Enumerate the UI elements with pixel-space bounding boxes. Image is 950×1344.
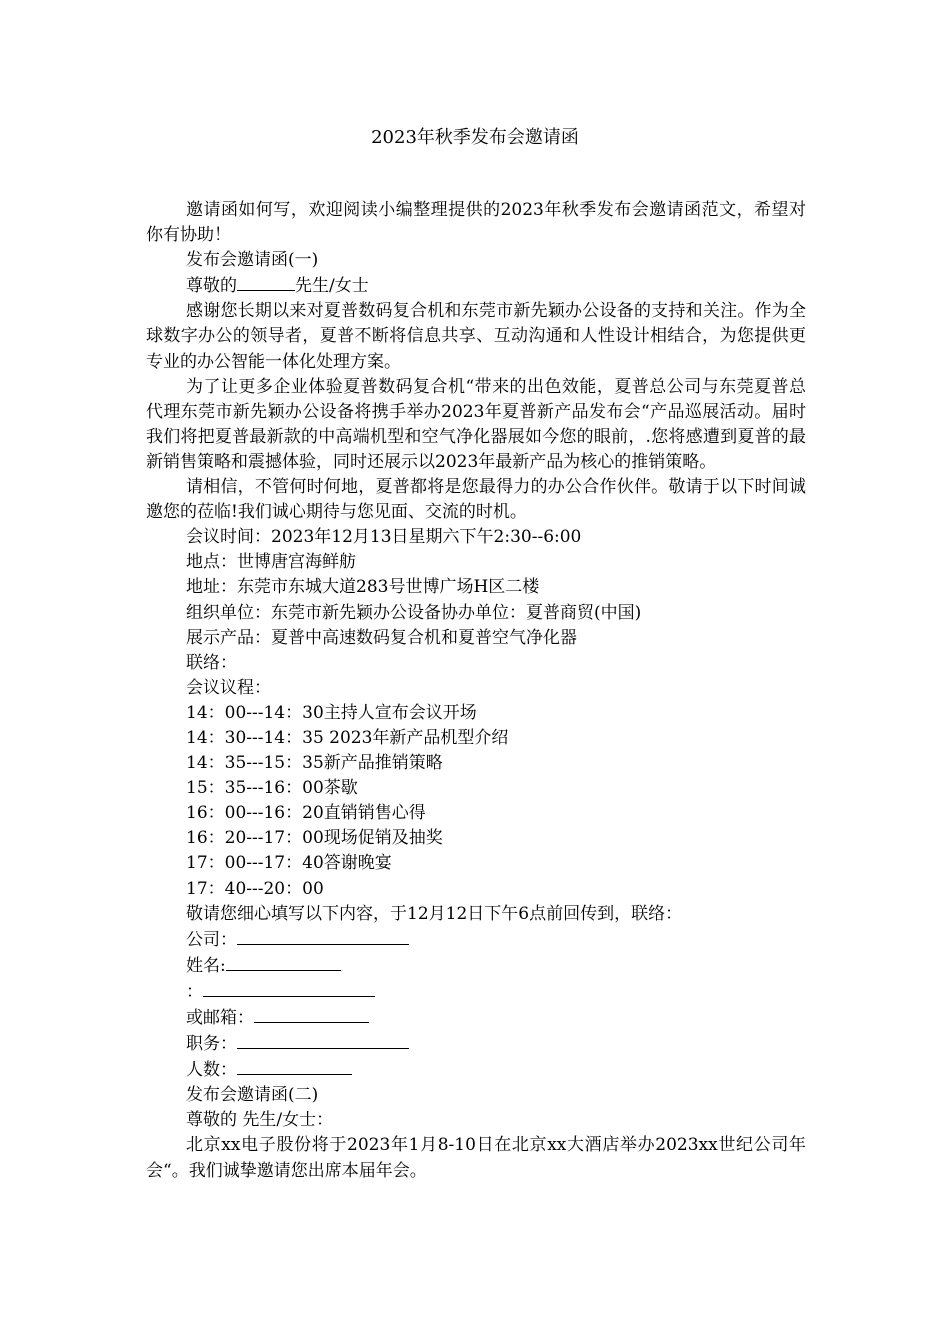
document-body — [146, 198, 806, 1184]
form-position — [146, 1031, 806, 1057]
company-blank — [237, 927, 409, 945]
agenda-item: 14：30---14：35 2023年新产品机型介绍 — [186, 727, 509, 748]
agenda-item: 14：00---14：30主持人宣布会议开场 — [186, 702, 477, 723]
colon-blank — [203, 979, 375, 997]
detail-products: 展示产品：夏普中高速数码复合机和夏普空气净化器 — [186, 627, 577, 648]
colon-label: ： — [186, 981, 203, 1002]
salutation-blank — [237, 273, 295, 291]
count-blank — [237, 1057, 352, 1075]
letter2-heading: 发布会邀请函(二) — [186, 1085, 319, 1106]
form-company — [146, 927, 806, 953]
letter1-salutation — [146, 273, 806, 299]
detail-contact: 联络： — [186, 652, 237, 673]
agenda-item: 17：00---17：40答谢晚宴 — [186, 853, 392, 874]
form-name — [146, 953, 806, 979]
letter2-paragraph-1: 北京xx电子股份将于2023年1月8-10日在北京xx大酒店举办2023xx世纪公司年会“。我们诚挚邀请您出席本届年会。 — [146, 1135, 806, 1181]
salutation-suffix: 先生/女士 — [295, 276, 369, 297]
detail-organizer: 组织单位：东莞市新先颖办公设备协办单位：夏普商贸(中国) — [186, 602, 642, 623]
detail-location: 地点：世博唐宫海鲜舫 — [186, 552, 356, 573]
company-label: 公司： — [186, 929, 237, 950]
agenda-item: 16：00---16：20直销销售心得 — [186, 803, 426, 824]
detail-address: 地址：东莞市东城大道283号世博广场H区二楼 — [186, 577, 540, 598]
agenda-item: 14：35---15：35新产品推销策略 — [186, 753, 443, 774]
agenda-item: 15：35---16：00茶歇 — [186, 778, 358, 799]
position-label: 职务： — [186, 1034, 237, 1055]
count-label: 人数： — [186, 1060, 237, 1081]
email-blank — [254, 1005, 369, 1023]
form-colon — [146, 979, 806, 1005]
letter1-paragraph-3: 请相信，不管何时何地，夏普都将是您最得力的办公合作伙伴。敬请于以下时间诚邀您的莅临!我们诚心期待与您见面、交流的时机。 — [146, 477, 806, 523]
form-email — [146, 1005, 806, 1031]
document-title: 2023年秋季发布会邀请函 — [371, 127, 579, 148]
name-blank — [226, 953, 341, 971]
letter1-heading: 发布会邀请函(一) — [186, 250, 319, 271]
intro-paragraph: 邀请函如何写，欢迎阅读小编整理提供的2023年秋季发布会邀请函范文，希望对你有协助！ — [146, 200, 806, 246]
name-label: 姓名: — [186, 955, 226, 976]
agenda-item: 17：40---20：00 — [186, 878, 324, 899]
form-count — [146, 1057, 806, 1083]
letter1-paragraph-2: 为了让更多企业体验夏普数码复合机“带来的出色效能，夏普总公司与东莞夏普总代理东莞市新先颖办公设备将携手举办2023年夏普新产品发布会“产品巡展活动。届时我们将把夏普最新款的中高端机型和空气净化器展如今您的眼前，.您将感遭到夏普的最新销售策略和震撼体验，同时还展示以2023年最新产品为核心的推销策略。 — [146, 376, 806, 472]
agenda-item: 16：20---17：00现场促销及抽奖 — [186, 828, 443, 849]
detail-meeting-time: 会议时间：2023年12月13日星期六下午2:30--6:00 — [186, 527, 582, 548]
letter2-salutation: 尊敬的 先生/女士： — [186, 1110, 334, 1131]
detail-agenda-label: 会议议程： — [186, 677, 271, 698]
email-label: 或邮箱： — [186, 1008, 254, 1028]
position-blank — [237, 1031, 409, 1049]
reply-note: 敬请您细心填写以下内容，于12月12日下午6点前回传到，联络： — [186, 903, 683, 924]
salutation-prefix: 尊敬的 — [186, 276, 237, 297]
letter1-paragraph-1: 感谢您长期以来对夏普数码复合机和东莞市新先颖办公设备的支持和关注。作为全球数字办公的领导者，夏普不断将信息共享、互动沟通和人性设计相结合，为您提供更专业的办公智能一体化处理方案。 — [146, 301, 806, 372]
